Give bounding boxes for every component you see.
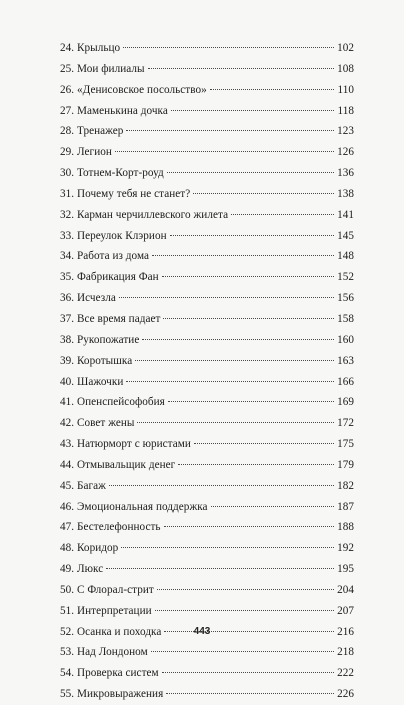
toc-entry-page: 152	[337, 271, 354, 284]
dot-leader	[210, 89, 335, 90]
toc-entry-title: 51. Интерпретации	[60, 604, 152, 617]
dot-leader	[164, 526, 335, 527]
dot-leader	[162, 672, 334, 673]
toc-entry-page: 163	[337, 354, 354, 367]
toc-entry-page: 136	[337, 167, 354, 180]
toc-entry-page: 102	[337, 42, 354, 54]
toc-entry-page: 138	[337, 187, 354, 200]
toc-entry-page: 166	[337, 375, 354, 388]
toc-entry	[60, 142, 354, 163]
toc-entry-title: 26. «Денисовское посольство»	[60, 83, 207, 96]
dot-leader	[168, 401, 334, 402]
dot-leader	[126, 130, 334, 131]
dot-leader	[137, 422, 334, 423]
toc-entry-title: 36. Исчезла	[60, 292, 116, 305]
dot-leader	[211, 506, 335, 507]
toc-entry	[60, 684, 354, 705]
dot-leader	[148, 68, 335, 69]
dot-leader	[170, 235, 334, 236]
toc-entry-page: 182	[337, 479, 354, 492]
toc-entry-title: 30. Тотнем-Корт-роуд	[60, 167, 164, 180]
toc-entry-title: 49. Люкс	[60, 563, 104, 576]
dot-leader	[162, 276, 334, 277]
toc-entry-title: 37. Все время падает	[60, 312, 161, 325]
toc-entry	[60, 351, 354, 372]
toc-entry-page: 148	[337, 250, 354, 263]
toc-entry-title: 28. Тренажер	[60, 125, 124, 138]
dot-leader	[123, 47, 334, 48]
toc-entry-page: 216	[337, 625, 354, 638]
dot-leader	[171, 110, 335, 111]
dot-leader	[151, 651, 334, 652]
toc-entry	[60, 101, 354, 122]
toc-entry	[60, 330, 354, 351]
toc-entry-page: 158	[337, 312, 354, 325]
toc-entry-title: 39. Коротышка	[60, 354, 133, 367]
dot-leader	[119, 297, 334, 298]
toc-entry-page: 141	[337, 208, 354, 221]
toc-entry-page: 118	[337, 104, 354, 117]
toc-entry-page: 187	[337, 500, 354, 513]
toc-entry-title: 55. Микровыражения	[60, 688, 164, 701]
toc-entry-title: 25. Мои филиалы	[60, 62, 145, 75]
toc-entry	[60, 642, 354, 663]
toc-entry	[60, 497, 354, 518]
toc-entry	[60, 246, 354, 267]
toc-entry-title: 52. Осанка и походка	[60, 625, 162, 638]
toc-entry	[60, 205, 354, 226]
toc-entry	[60, 38, 354, 59]
toc-entry	[60, 476, 354, 497]
toc-entry-page: 175	[337, 438, 354, 451]
dot-leader	[142, 339, 334, 340]
dot-leader	[166, 693, 334, 694]
dot-leader	[231, 214, 334, 215]
toc-entry	[60, 559, 354, 580]
dot-leader	[178, 464, 334, 465]
toc-entry	[60, 392, 354, 413]
toc-entry-page: 156	[337, 292, 354, 305]
dot-leader	[157, 589, 334, 590]
toc-entry-title: 47. Бестелефонность	[60, 521, 161, 534]
toc-entry-title: 41. Опенспейсофобия	[60, 396, 165, 409]
toc-entry-page: 218	[337, 646, 354, 659]
toc-entry-page: 160	[337, 333, 354, 346]
toc-entry-title: 38. Рукопожатие	[60, 333, 140, 346]
dot-leader	[155, 610, 334, 611]
dot-leader	[167, 172, 334, 173]
toc-entry	[60, 59, 354, 80]
toc-entry-page: 172	[337, 417, 354, 430]
toc-entry-title: 35. Фабрикация Фан	[60, 271, 159, 284]
toc-entry-title: 53. Над Лондоном	[60, 646, 148, 659]
toc-entry-page: 207	[337, 604, 354, 617]
toc-entry-title: 33. Переулок Клэрион	[60, 229, 167, 242]
dot-leader	[152, 255, 334, 256]
dot-leader	[126, 381, 334, 382]
toc-entry-title: 40. Шажочки	[60, 375, 124, 388]
toc-entry-title: 24. Крыльцо	[60, 42, 121, 54]
toc-entry-page: 195	[337, 563, 354, 576]
toc-entry-title: 46. Эмоциональная поддержка	[60, 500, 208, 513]
toc-entry-title: 48. Коридор	[60, 542, 119, 555]
toc-entry-title: 45. Багаж	[60, 479, 106, 492]
toc-entry	[60, 309, 354, 330]
toc-entry	[60, 434, 354, 455]
toc-entry-title: 42. Совет жены	[60, 417, 135, 430]
toc-entry	[60, 184, 354, 205]
toc-entry-page: 192	[337, 542, 354, 555]
toc-entry	[60, 663, 354, 684]
toc-entry-title: 32. Карман черчиллевского жилета	[60, 208, 229, 221]
toc-entry	[60, 372, 354, 393]
toc-entry-page: 108	[337, 62, 354, 75]
dot-leader	[163, 318, 334, 319]
page-number: 443	[193, 626, 211, 637]
toc-entry-page: 126	[337, 146, 354, 159]
toc-entry-page: 222	[337, 667, 354, 680]
toc-entry-title: 43. Натюрморт с юристами	[60, 438, 191, 451]
toc-entry	[60, 413, 354, 434]
toc-entry-title: 50. С Флорал-стрит	[60, 583, 154, 596]
toc-entry-page: 226	[337, 688, 354, 701]
toc-entry-title: 44. Отмывальщик денег	[60, 458, 176, 471]
toc-entry	[60, 517, 354, 538]
toc-entry-page: 123	[337, 125, 354, 138]
toc-entry	[60, 538, 354, 559]
toc-entry-title: 34. Работа из дома	[60, 250, 150, 263]
dot-leader	[109, 485, 334, 486]
toc-entry	[60, 163, 354, 184]
toc-entry-page: 169	[337, 396, 354, 409]
dot-leader	[106, 568, 334, 569]
table-of-contents	[60, 38, 354, 705]
toc-entry	[60, 580, 354, 601]
toc-entry	[60, 80, 354, 101]
toc-entry-title: 54. Проверка систем	[60, 667, 159, 680]
toc-entry	[60, 455, 354, 476]
toc-entry	[60, 226, 354, 247]
toc-entry-page: 179	[337, 458, 354, 471]
dot-leader	[193, 193, 334, 194]
toc-entry-title: 29. Легион	[60, 146, 112, 159]
toc-entry	[60, 601, 354, 622]
dot-leader	[194, 443, 334, 444]
toc-entry	[60, 288, 354, 309]
toc-entry-title: 31. Почему тебя не станет?	[60, 187, 191, 200]
toc-entry	[60, 121, 354, 142]
dot-leader	[121, 547, 334, 548]
toc-entry-title: 27. Маменькина дочка	[60, 104, 168, 117]
toc-entry-page: 145	[337, 229, 354, 242]
dot-leader	[135, 360, 334, 361]
toc-entry-page: 204	[337, 583, 354, 596]
toc-entry-page: 188	[337, 521, 354, 534]
dot-leader	[115, 151, 334, 152]
toc-entry-page: 110	[337, 83, 354, 96]
toc-entry	[60, 267, 354, 288]
